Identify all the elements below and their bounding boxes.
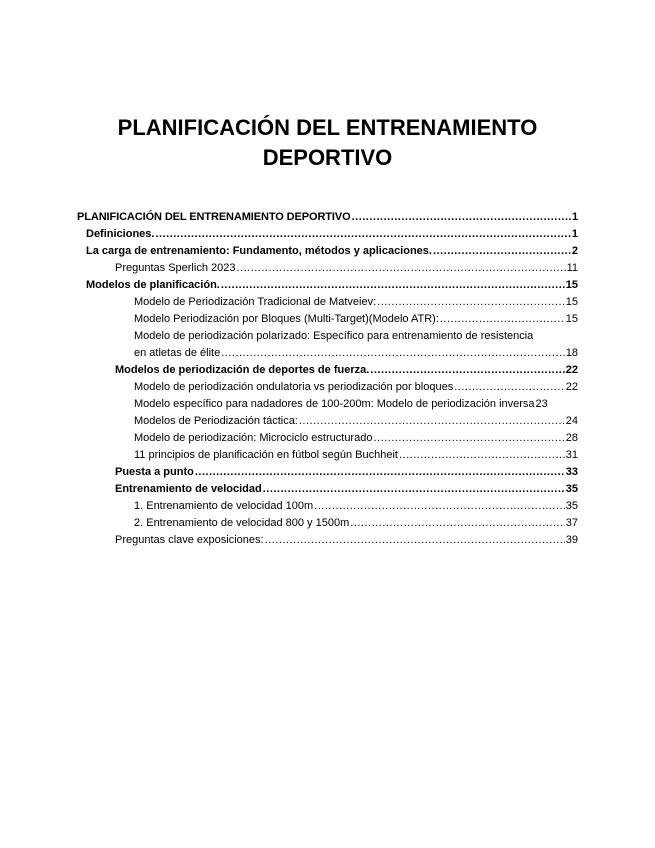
toc-page-number: 22	[565, 364, 578, 376]
toc-page-number: 15	[565, 296, 578, 308]
toc-page-number: 22	[565, 381, 578, 393]
toc-entry[interactable]	[77, 464, 578, 481]
toc-page-number: 35	[565, 483, 578, 495]
toc-entry[interactable]	[77, 328, 578, 362]
toc-dot-leader	[221, 277, 565, 294]
toc-entry[interactable]	[77, 294, 578, 311]
toc-entry-label: 1. Entrenamiento de velocidad 100m	[134, 500, 314, 512]
toc-page-number: 11	[566, 262, 578, 274]
toc-page-number: 39	[565, 534, 578, 546]
toc-dot-leader	[299, 413, 565, 430]
toc-dot-leader	[433, 243, 571, 260]
toc-entry-label: Modelos de periodización de deportes de fuerza.	[115, 364, 370, 376]
toc-dot-leader	[370, 362, 564, 379]
toc-entry[interactable]	[77, 362, 578, 379]
toc-page-number: 35	[565, 500, 578, 512]
toc-entry-label: Modelo de periodización: Microciclo estructurado	[134, 432, 373, 444]
toc-page-number: 15	[565, 279, 578, 291]
toc-entry-label-line-1: Modelo de periodización polarizado: Específico para entrenamiento de resistencia	[134, 330, 534, 342]
toc-entry[interactable]	[77, 226, 578, 243]
toc-entry[interactable]	[77, 430, 578, 447]
toc-entry-label: Preguntas clave exposiciones:	[115, 534, 264, 546]
toc-entry-label: Puesta a punto	[115, 466, 194, 478]
toc-entry-label: Definiciones.	[86, 228, 155, 240]
toc-entry[interactable]	[77, 532, 578, 549]
toc-entry[interactable]	[77, 413, 578, 430]
toc-page-number: 33	[565, 466, 578, 478]
document-title	[0, 113, 655, 173]
toc-page-number: 18	[565, 347, 578, 359]
toc-page-number: 2	[571, 245, 578, 257]
toc-entry-label: Modelos de planificación.	[86, 279, 220, 291]
toc-page-number: 24	[565, 415, 578, 427]
toc-entry-label: Preguntas Sperlich 2023	[115, 262, 236, 274]
toc-dot-leader	[440, 311, 565, 328]
toc-dot-leader	[236, 260, 565, 277]
toc-dot-leader	[352, 209, 571, 226]
toc-entry-label: 11 principios de planificación en fútbol según Buchheit	[134, 449, 398, 461]
document-title-line-1: PLANIFICACIÓN DEL ENTRENAMIENTO	[117, 115, 538, 140]
toc-dot-leader	[399, 447, 565, 464]
toc-dot-leader	[350, 515, 564, 532]
toc-dot-leader	[263, 481, 565, 498]
toc-entry[interactable]	[77, 515, 578, 532]
toc-page-number: 1	[571, 228, 578, 240]
toc-entry[interactable]	[77, 277, 578, 294]
toc-entry[interactable]	[77, 481, 578, 498]
toc-page-number: 31	[565, 449, 578, 461]
toc-entry[interactable]	[77, 311, 578, 328]
toc-entry[interactable]	[77, 447, 578, 464]
toc-page-number: 23	[535, 398, 548, 410]
toc-entry[interactable]	[77, 396, 578, 413]
toc-dot-leader	[377, 294, 565, 311]
toc-dot-leader	[373, 430, 564, 447]
toc-dot-leader	[265, 532, 565, 549]
toc-page-number: 28	[565, 432, 578, 444]
toc-entry[interactable]	[77, 260, 578, 277]
toc-entry-label: 2. Entrenamiento de velocidad 800 y 1500m	[134, 517, 350, 529]
toc-entry-label: Modelo de periodización ondulatoria vs periodización por bloques	[134, 381, 454, 393]
toc-entry-label: Modelos de Periodización táctica:	[134, 415, 298, 427]
toc-entry-label-line-2: en atletas de élite	[134, 347, 221, 359]
toc-entry-label: Modelo Periodización por Bloques (Multi-Target)(Modelo ATR):	[134, 313, 439, 325]
table-of-contents	[77, 209, 578, 549]
toc-dot-leader	[195, 464, 565, 481]
toc-page-number: 37	[565, 517, 578, 529]
toc-dot-leader	[454, 379, 565, 396]
toc-page-number: 1	[571, 211, 578, 223]
toc-dot-leader	[221, 345, 565, 362]
document-title-line-2: DEPORTIVO	[262, 145, 393, 170]
toc-entry-label: PLANIFICACIÓN DEL ENTRENAMIENTO DEPORTIVO	[77, 211, 351, 223]
toc-entry-label: Modelo específico para nadadores de 100-200m: Modelo de periodización inversa	[134, 398, 535, 410]
toc-entry[interactable]	[77, 209, 578, 226]
toc-entry[interactable]	[77, 498, 578, 515]
toc-entry-label: Modelo de Periodización Tradicional de Matveiev:	[134, 296, 377, 308]
toc-dot-leader	[314, 498, 565, 515]
toc-entry-label: La carga de entrenamiento: Fundamento, métodos y aplicaciones.	[86, 245, 432, 257]
toc-dot-leader	[155, 226, 570, 243]
toc-entry[interactable]	[77, 243, 578, 260]
toc-entry-label: Entrenamiento de velocidad	[115, 483, 262, 495]
toc-page-number: 15	[565, 313, 578, 325]
toc-entry[interactable]	[77, 379, 578, 396]
